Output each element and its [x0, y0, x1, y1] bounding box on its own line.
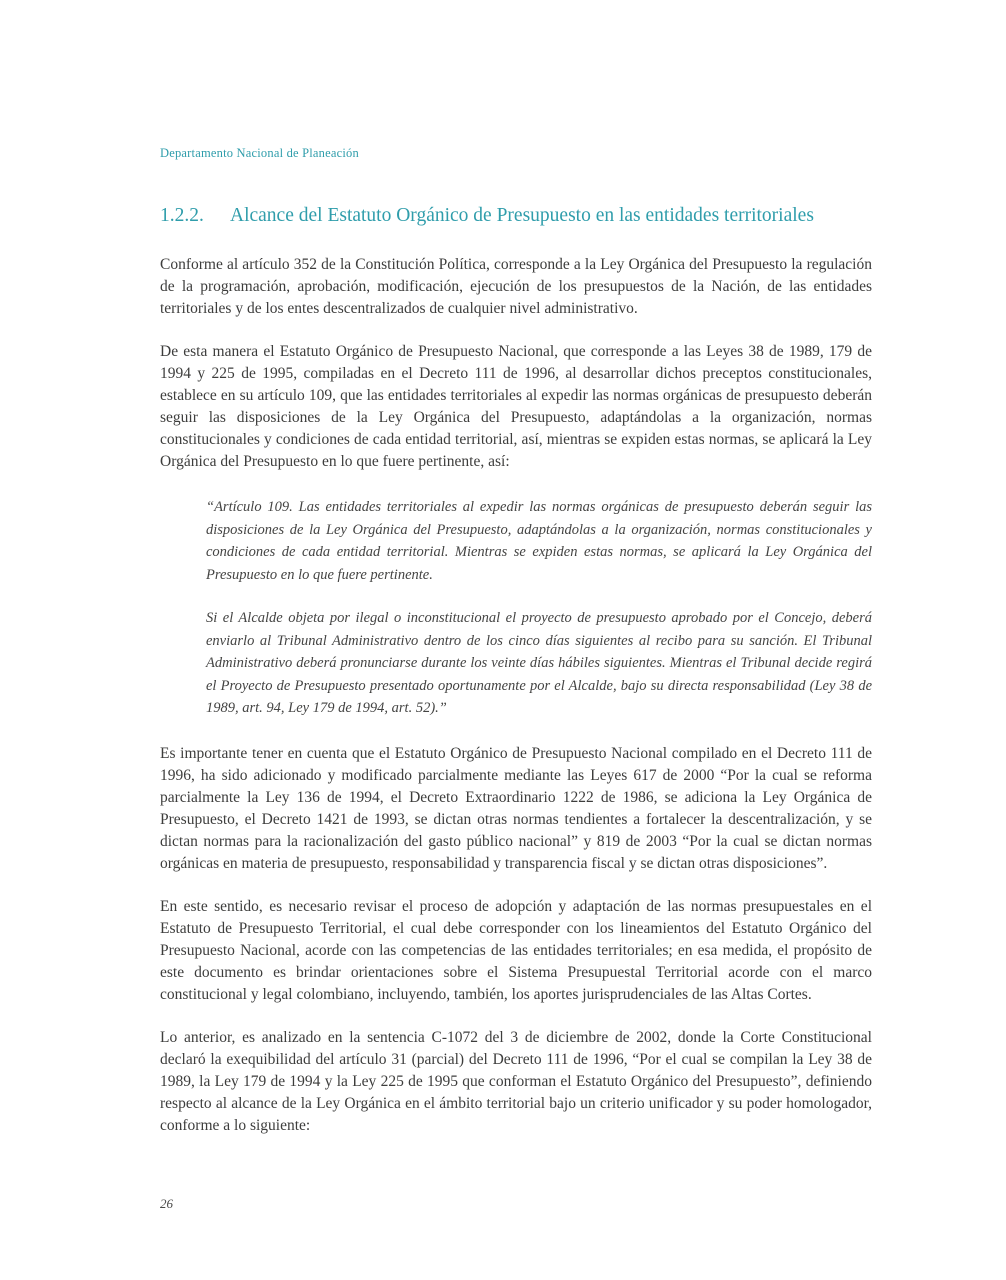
paragraph-1: Conforme al artículo 352 de la Constitución Política, corresponde a la Ley Orgánica del Presupuesto la regulación de la programación, aprobación, modificación, ejecución de los presupuestos de la Nación, de las entidades territoriales y de los entes descentralizados de cualquier nivel administrativo. [160, 256, 872, 317]
paragraph-4: En este sentido, es necesario revisar el proceso de adopción y adaptación de las normas presupuestales en el Estatuto de Presupuesto Territorial, el cual debe corresponder con los lineamientos del Estatuto Orgánico del Presupuesto Nacional, acorde con las competencias de las entidades territoriales; en esa medida, el propósito de este documento es brindar orientaciones sobre el Sistema Presupuestal Territorial acorde con el marco constitucional y legal colombiano, incluyendo, también, los aportes jurisprudenciales de las Altas Cortes. [160, 897, 872, 1003]
running-header: Departamento Nacional de Planeación [160, 146, 359, 160]
body-copy [160, 254, 872, 1137]
document-page [160, 0, 872, 1158]
section-heading [160, 202, 872, 230]
blockquote-section [160, 494, 872, 743]
blockquote-alcalde: Si el Alcalde objeta por ilegal o inconstitucional el proyecto de presupuesto aprobado por el Concejo, deberá enviarlo al Tribunal Administrativo dentro de los cinco días siguientes al recibo para su sanción. El Tribunal Administrativo deberá pronunciarse durante los veinte días hábiles siguientes. Mientras el Tribunal decide regirá el Proyecto de Presupuesto presentado oportunamente por el Alcalde, bajo su directa responsabilidad (Ley 38 de 1989, art. 94, Ley 179 de 1994, art. 52).” [206, 610, 872, 716]
section-title: Alcance del Estatuto Orgánico de Presupuesto en las entidades territoriales [230, 205, 814, 226]
paragraph-2: De esta manera el Estatuto Orgánico de Presupuesto Nacional, que corresponde a las Leyes 38 de 1989, 179 de 1994 y 225 de 1995, compiladas en el Decreto 111 de 1996, al desarrollar dichos preceptos constitucionales, establece en su artículo 109, que las entidades territoriales al expedir las normas orgánicas de presupuesto deberán seguir las disposiciones de la Ley Orgánica del Presupuesto, adaptándolas a la organización, normas constitucionales y condiciones de cada entidad territorial, así, mientras se expiden estas normas, se aplicará la Ley Orgánica del Presupuesto en lo que fuere pertinente, así: [160, 343, 872, 470]
blockquote-article-109: “Artículo 109. Las entidades territoriales al expedir las normas orgánicas de presupuesto deberán seguir las disposiciones de la Ley Orgánica del Presupuesto, adaptándolas a la organización, normas constitucionales y condiciones de cada entidad territorial. Mientras se expiden estas normas, se aplicará la Ley Orgánica del Presupuesto en lo que fuere pertinente. [206, 499, 872, 583]
page-number: 26 [160, 1196, 173, 1211]
section-number: 1.2.2. [160, 205, 204, 226]
paragraph-5: Lo anterior, es analizado en la sentencia C-1072 del 3 de diciembre de 2002, donde la Corte Constitucional declaró la exequibilidad del artículo 31 (parcial) del Decreto 111 de 1996, “Por el cual se compilan la Ley 38 de 1989, la Ley 179 de 1994 y la Ley 225 de 1995 que conforman el Estatuto Orgánico del Presupuesto”, definiendo respecto al alcance de la Ley Orgánica en el ámbito territorial bajo un criterio unificador y su poder homologador, conforme a lo siguiente: [160, 1028, 872, 1134]
paragraph-3: Es importante tener en cuenta que el Estatuto Orgánico de Presupuesto Nacional compilado en el Decreto 111 de 1996, ha sido adicionado y modificado parcialmente mediante las Leyes 617 de 2000 “Por la cual se reforma parcialmente la Ley 136 de 1994, el Decreto Extraordinario 1222 de 1986, se adiciona la Ley Orgánica de Presupuesto, el Decreto 1421 de 1993, se dictan otras normas tendientes a fortalecer la descentralización, y se dictan normas para la racionalización del gasto público nacional” y 819 de 2003 “Por la cual se dictan normas orgánicas en materia de presupuesto, responsabilidad y transparencia fiscal y se dictan otras disposiciones”. [160, 744, 872, 872]
